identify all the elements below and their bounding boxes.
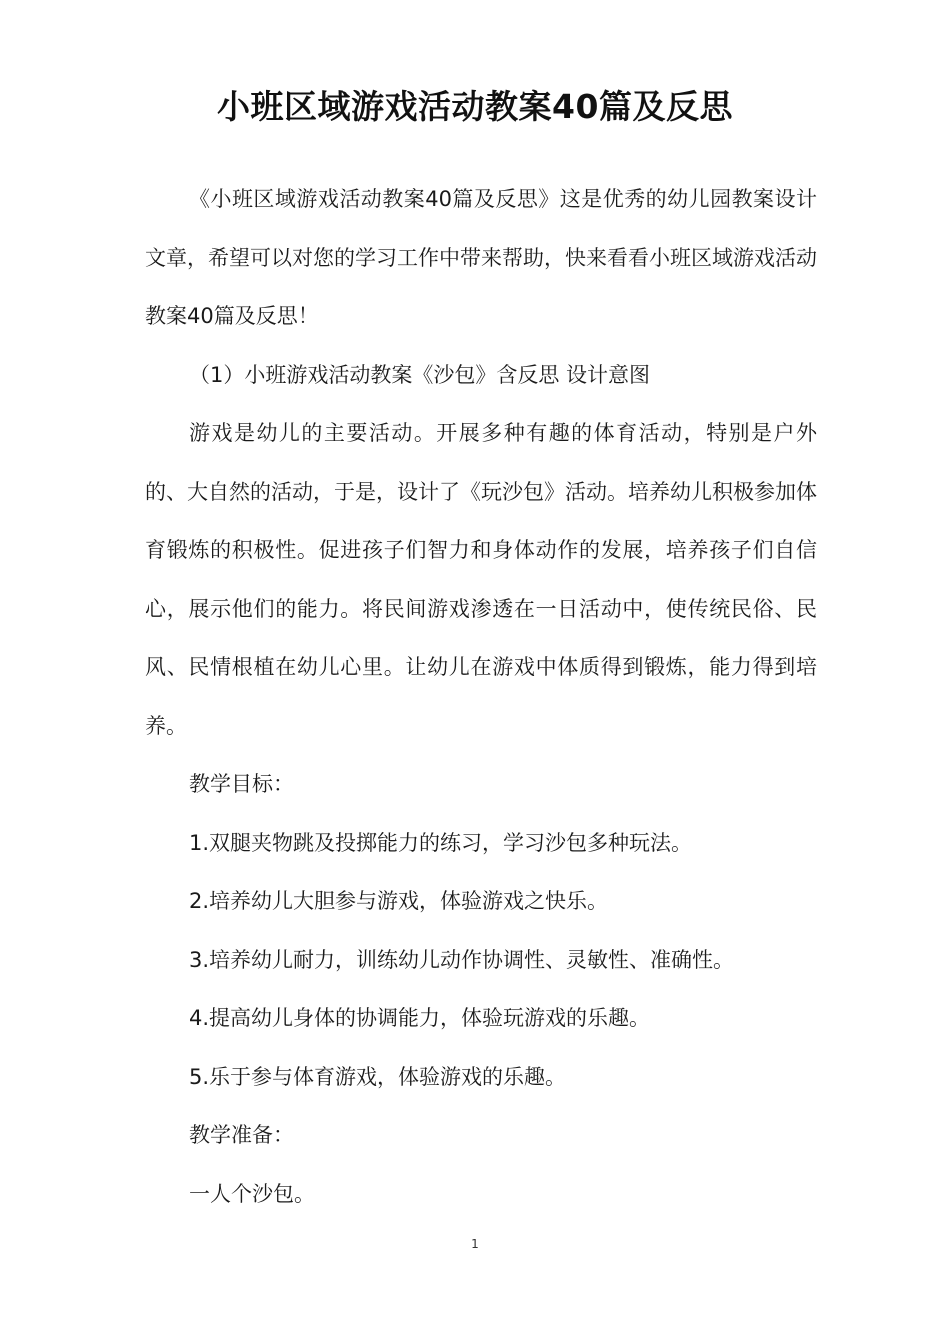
intro-paragraph: 《小班区域游戏活动教案40篇及反思》这是优秀的幼儿园教案设计文章，希望可以对您的学习工作中带来帮助，快来看看小班区域游戏活动教案40篇及反思！: [145, 187, 817, 328]
teaching-goals-heading: 教学目标：: [189, 772, 294, 796]
document-body: [145, 170, 817, 1223]
document-title: 小班区域游戏活动教案40篇及反思: [217, 87, 733, 126]
goal-item-4: 4.提高幼儿身体的协调能力，体验玩游戏的乐趣。: [189, 1006, 651, 1030]
teaching-prep-heading: 教学准备：: [189, 1123, 294, 1147]
goal-item-2: 2.培养幼儿大胆参与游戏，体验游戏之快乐。: [189, 889, 609, 913]
goal-item-1: 1.双腿夹物跳及投掷能力的练习，学习沙包多种玩法。: [189, 830, 693, 855]
prep-item: 一人个沙包。: [189, 1181, 315, 1206]
page-number: 1: [471, 1237, 479, 1251]
design-intent-paragraph: 游戏是幼儿的主要活动。开展多种有趣的体育活动，特别是户外的、大自然的活动，于是，设计了《玩沙包》活动。培养幼儿积极参加体育锻炼的积极性。促进孩子们智力和身体动作的发展，培养孩子们自信心，展示他们的能力。将民间游戏渗透在一日活动中，使传统民俗、民风、民情根植在幼儿心里。让幼儿在游戏中体质得到锻炼，能力得到培养。: [145, 421, 817, 738]
goal-item-3: 3.培养幼儿耐力，训练幼儿动作协调性、灵敏性、准确性。: [189, 947, 735, 972]
goal-item-5: 5.乐于参与体育游戏，体验游戏的乐趣。: [189, 1064, 567, 1089]
section-heading: （1）小班游戏活动教案《沙包》含反思 设计意图: [189, 362, 651, 387]
